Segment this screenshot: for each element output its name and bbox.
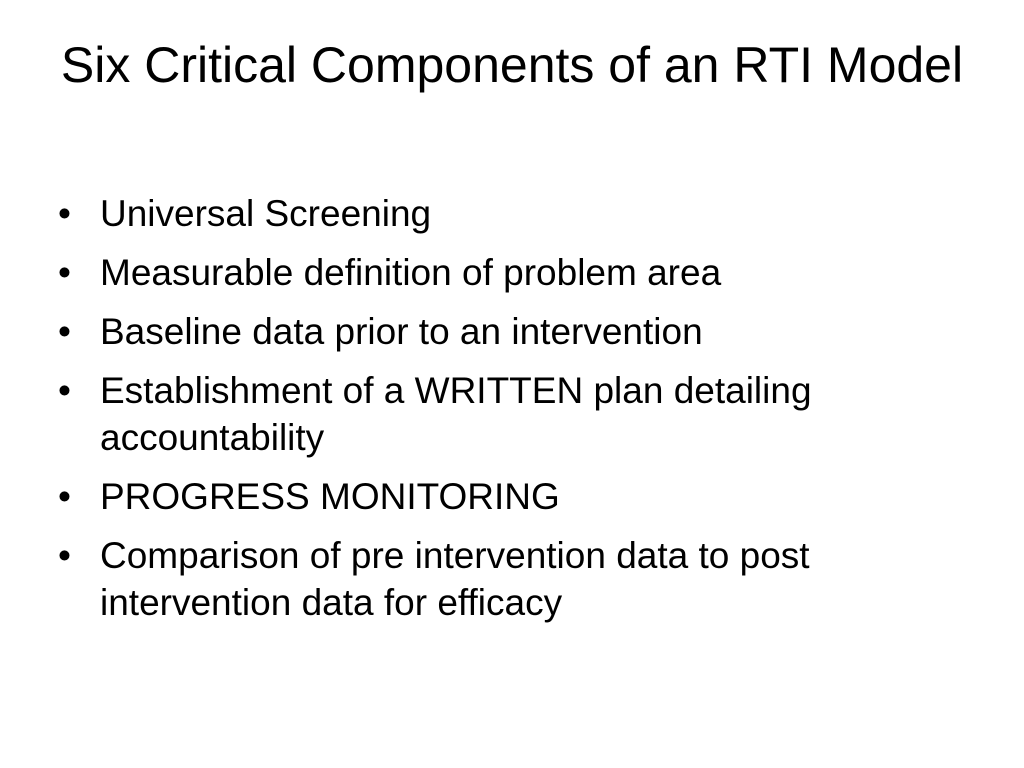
bullet-text: Measurable definition of problem area xyxy=(100,252,722,293)
bullet-icon: • xyxy=(58,252,71,293)
bullet-icon: • xyxy=(58,370,71,411)
bullet-item-universal-screening xyxy=(56,190,956,237)
bullet-item-measurable-definition xyxy=(56,249,956,296)
slide-title: Six Critical Components of an RTI Model xyxy=(60,37,964,93)
bullet-icon: • xyxy=(58,535,71,576)
bullet-text: Establishment of a WRITTEN plan detailing accountability xyxy=(100,370,812,458)
bullet-item-progress-monitoring xyxy=(56,473,956,520)
bullet-icon: • xyxy=(58,193,71,234)
bullet-text: Comparison of pre intervention data to post intervention data for efficacy xyxy=(100,535,810,623)
bullet-icon: • xyxy=(58,311,71,352)
bullet-item-comparison xyxy=(56,532,956,626)
bullet-item-written-plan xyxy=(56,367,956,461)
bullet-text: PROGRESS MONITORING xyxy=(100,476,560,517)
bullet-icon: • xyxy=(58,476,71,517)
bullet-list xyxy=(56,190,956,638)
bullet-text: Universal Screening xyxy=(100,193,432,234)
bullet-item-baseline-data xyxy=(56,308,956,355)
bullet-text: Baseline data prior to an intervention xyxy=(100,311,703,352)
